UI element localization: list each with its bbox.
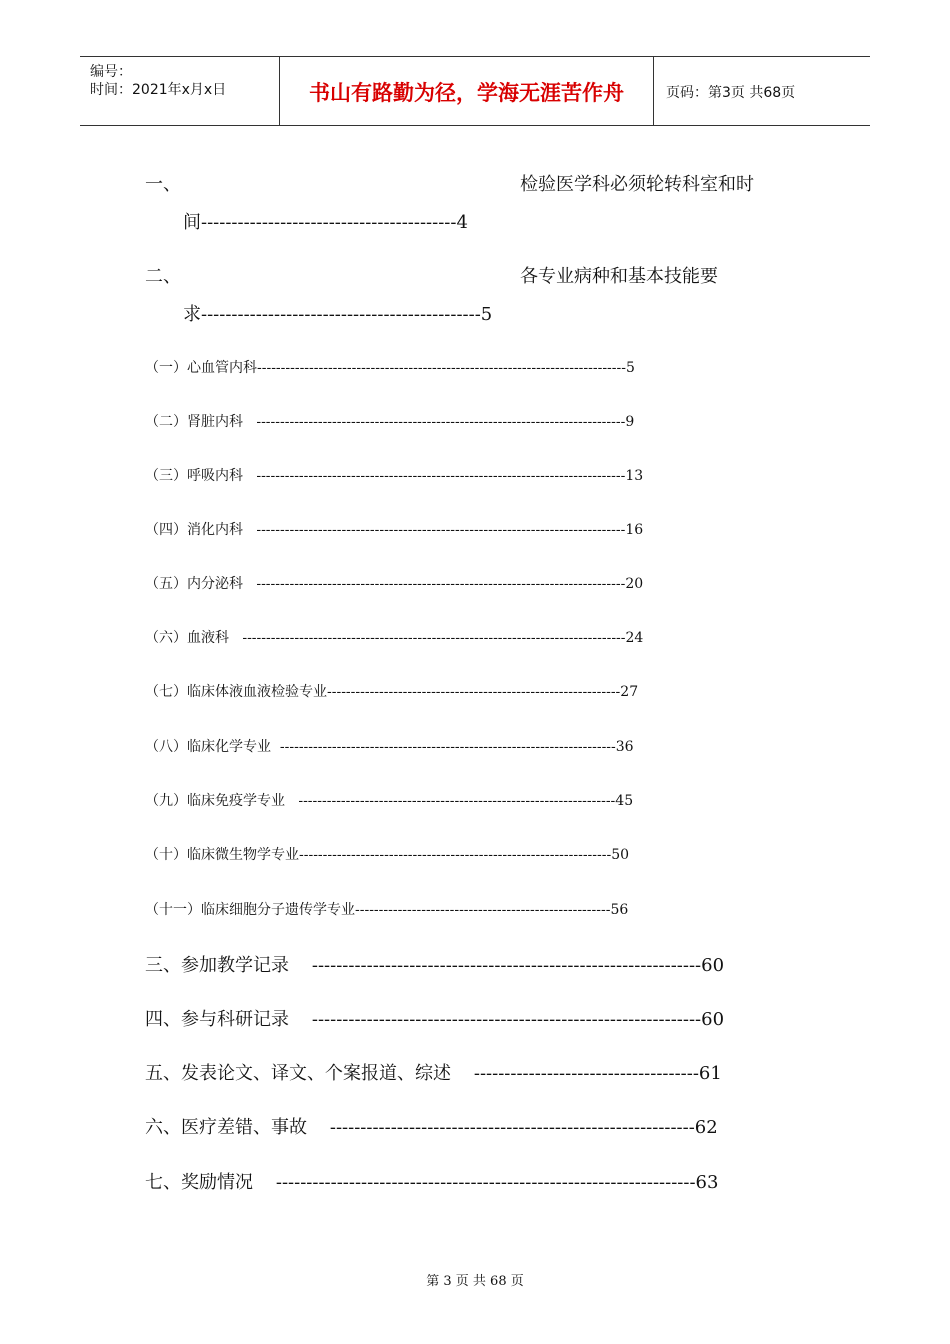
toc-entry: 七、奖励情况 ---------------------------------------------------------------------63 [145, 1172, 719, 1193]
header-meta-cell [80, 57, 280, 125]
toc-entry-1-number: 一、 [145, 174, 181, 195]
toc-entry: 四、参与科研记录 ----------------------------------------------------------------60 [145, 1009, 725, 1030]
toc-entry: 六、医疗差错、事故 ------------------------------------------------------------62 [145, 1117, 718, 1138]
header-motto: 书山有路勤为径，学海无涯苦作舟 [309, 81, 624, 105]
toc-entry-2-number: 二、 [145, 266, 181, 287]
toc-subentry: （一）心血管内科------------------------------------------------------------------------------5 [145, 360, 635, 376]
toc-subentry: （八）临床化学专业 -----------------------------------------------------------------------36 [145, 739, 634, 755]
toc-entry-2-title: 各专业病种和基本技能要 [520, 266, 718, 287]
toc-subentry: （五）内分泌科 ------------------------------------------------------------------------------20 [145, 576, 644, 592]
document-number-label: 编号： [90, 64, 132, 80]
toc-subentry: （三）呼吸内科 ------------------------------------------------------------------------------13 [145, 468, 644, 484]
page-header [80, 56, 870, 126]
toc-subentry: （七）临床体液血液检验专业--------------------------------------------------------------27 [145, 684, 639, 700]
toc-entry: 三、参加教学记录 ----------------------------------------------------------------60 [145, 955, 725, 976]
toc-subentry: （二）肾脏内科 ------------------------------------------------------------------------------9 [145, 414, 635, 430]
toc-subentry: （四）消化内科 ------------------------------------------------------------------------------16 [145, 522, 644, 538]
page-footer: 第 3 页 共 68 页 [426, 1274, 524, 1289]
header-page-cell [654, 57, 870, 125]
header-motto-cell [280, 57, 654, 125]
toc-entry: 五、发表论文、译文、个案报道、综述 -------------------------------------61 [145, 1063, 722, 1084]
toc-subentry: （十）临床微生物学专业------------------------------------------------------------------50 [145, 847, 630, 863]
toc-subentry: （六）血液科 ---------------------------------------------------------------------------------24 [145, 630, 644, 646]
toc-subentry: （九）临床免疫学专业 -------------------------------------------------------------------45 [145, 793, 634, 809]
toc-entry-1-title: 检验医学科必须轮转科室和时 [520, 174, 754, 195]
toc-subentry: （十一）临床细胞分子遗传学专业------------------------------------------------------56 [145, 902, 629, 918]
header-page-info: 页码：第3页 共68页 [666, 85, 796, 101]
toc-entry-2-continued: 求----------------------------------------------5 [183, 304, 493, 325]
document-time-label: 时间：2021年x月x日 [90, 82, 227, 98]
toc-entry-1-continued: 间------------------------------------------4 [183, 212, 468, 233]
